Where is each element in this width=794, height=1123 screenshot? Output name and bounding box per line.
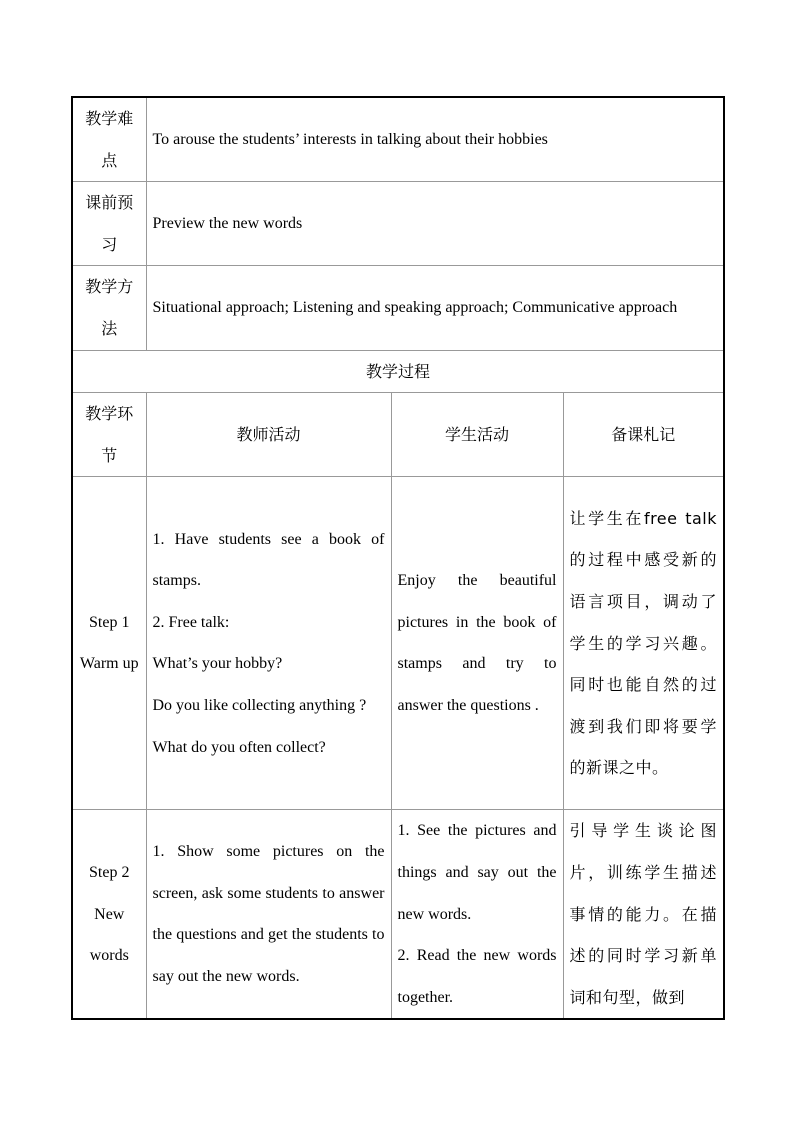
step-2-teacher xyxy=(146,810,391,1019)
step-1-stage xyxy=(72,477,146,810)
step-1-teacher-line: What do you often collect? xyxy=(152,738,326,756)
lesson-plan-table xyxy=(71,96,725,1020)
text-difficulty: To arouse the students’ interests in talking about their hobbies xyxy=(146,97,724,182)
label-preview: 课前预习 xyxy=(72,182,146,266)
text-preview: Preview the new words xyxy=(146,182,724,266)
header-student: 学生活动 xyxy=(391,393,563,477)
step-2-stage xyxy=(72,810,146,1019)
row-process-title xyxy=(72,350,724,393)
step-1-name: Step 1 xyxy=(89,613,130,631)
step-1-student: Enjoy the beautiful pictures in the book of stamps and try to answer the questions . xyxy=(391,477,563,810)
step-2-teacher-line: 1. Show some pictures on the screen, ask some students to answer the questions and get the students to say out the new words. xyxy=(152,843,385,985)
step-1-teacher-line: What’s your hobby? xyxy=(152,655,283,673)
step-2-name: Step 2 xyxy=(89,863,130,881)
row-methods xyxy=(72,266,724,350)
row-step-2 xyxy=(72,810,724,1019)
step-2-notes: 引导学生谈论图片，训练学生描述事情的能力。在描述的同时学习新单词和句型，做到 xyxy=(563,810,724,1019)
row-headers xyxy=(72,393,724,477)
header-notes: 备课札记 xyxy=(563,393,724,477)
step-1-teacher-line: Do you like collecting anything ? xyxy=(152,696,367,714)
row-difficulty xyxy=(72,97,724,182)
row-preview xyxy=(72,182,724,266)
label-methods: 教学方法 xyxy=(72,266,146,350)
process-title: 教学过程 xyxy=(72,350,724,393)
text-methods: Situational approach; Listening and speaking approach; Communicative approach xyxy=(146,266,724,350)
step-2-student-line: 2. Read the new words together. xyxy=(397,947,557,1006)
step-1-teacher xyxy=(146,477,391,810)
step-1-notes: 让学生在free talk的过程中感受新的语言项目，调动了学生的学习兴趣。同时也能自然的过渡到我们即将要学的新课之中。 xyxy=(563,477,724,810)
step-2-student-line: 1. See the pictures and things and say out the new words. xyxy=(397,822,557,923)
step-1-teacher-line: 2. Free talk: xyxy=(152,613,230,631)
step-1-teacher-line: 1. Have students see a book of stamps. xyxy=(152,530,385,590)
step-2-sub: New words xyxy=(89,905,129,965)
header-teacher: 教师活动 xyxy=(146,393,391,477)
label-difficulty: 教学难点 xyxy=(72,97,146,182)
step-2-student xyxy=(391,810,563,1019)
row-step-1 xyxy=(72,477,724,810)
header-stage: 教学环节 xyxy=(72,393,146,477)
step-1-sub: Warm up xyxy=(79,655,139,673)
